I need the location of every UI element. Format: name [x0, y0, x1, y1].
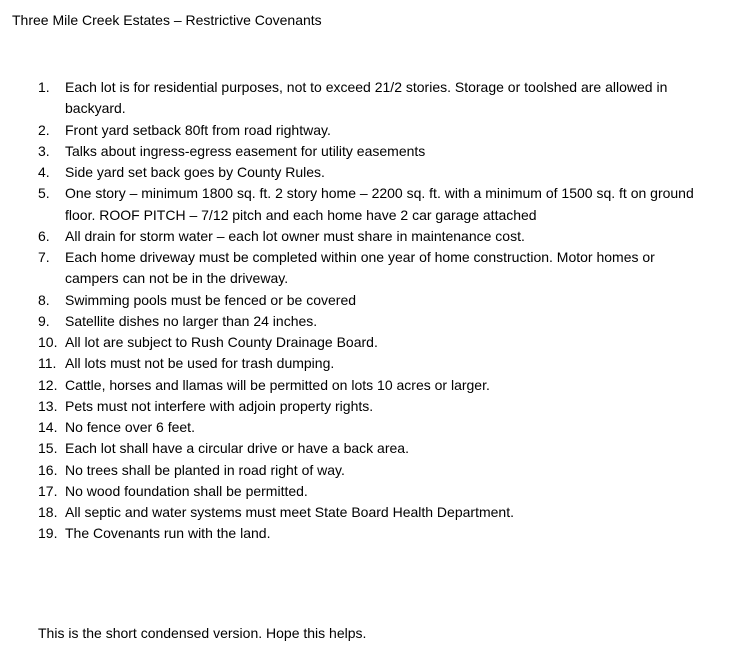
covenant-item [38, 332, 718, 353]
covenant-text: Each lot shall have a circular drive or have a back area. [65, 440, 409, 457]
covenant-number: 10. [38, 334, 58, 350]
covenant-item [38, 460, 718, 481]
covenant-number: 14. [38, 419, 58, 435]
covenant-number: 7. [38, 249, 50, 265]
covenant-item [38, 120, 718, 141]
covenant-item [38, 523, 718, 544]
covenant-text: All drain for storm water – each lot owner must share in maintenance cost. [65, 227, 525, 244]
covenant-item [38, 417, 718, 438]
covenant-item [38, 226, 718, 247]
covenant-item [38, 141, 718, 162]
covenant-text: Front yard setback 80ft from road rightway. [65, 121, 331, 138]
covenant-text: Each lot is for residential purposes, not to exceed 21/2 stories. Storage or toolshed are allowed in backyard. [65, 79, 668, 117]
covenant-text: The Covenants run with the land. [65, 525, 271, 542]
covenant-item [38, 183, 718, 226]
covenant-item [38, 290, 718, 311]
covenant-number: 6. [38, 227, 50, 244]
covenant-item [38, 311, 718, 332]
covenant-text: No wood foundation shall be permitted. [65, 482, 308, 499]
covenant-text: Side yard set back goes by County Rules. [65, 164, 325, 180]
covenant-item [38, 77, 718, 120]
covenant-text: Talks about ingress-egress easement for utility easements [65, 142, 426, 159]
covenant-text: Pets must not interfere with adjoin property rights. [65, 397, 374, 414]
covenant-text: All septic and water systems must meet State Board Health Department. [65, 504, 514, 520]
closing-note: This is the short condensed version. Hope this helps. [38, 625, 367, 641]
covenant-item [38, 162, 718, 183]
covenant-number: 1. [38, 79, 50, 95]
document-title: Three Mile Creek Estates – Restrictive Covenants [12, 12, 322, 28]
covenant-number: 5. [38, 185, 50, 202]
covenant-text: One story – minimum 1800 sq. ft. 2 story home – 2200 sq. ft. with a minimum of 1500 sq. ft on ground floor. ROOF PITCH – 7/12 pitch and each home have 2 car garage attached [65, 185, 694, 223]
covenant-list [38, 77, 718, 545]
covenant-item [38, 247, 718, 290]
covenant-item [38, 502, 718, 523]
covenant-text: Cattle, horses and llamas will be permitted on lots 10 acres or larger. [65, 376, 490, 393]
covenant-text: Swimming pools must be fenced or be covered [65, 291, 357, 308]
covenant-number: 19. [38, 525, 58, 542]
covenant-number: 18. [38, 504, 58, 520]
covenant-number: 15. [38, 440, 58, 457]
covenant-number: 11. [38, 355, 57, 372]
covenant-number: 4. [38, 164, 50, 180]
covenant-number: 2. [38, 121, 50, 138]
covenant-text: Each home driveway must be completed within one year of home construction. Motor homes or campers can not be in the driveway. [65, 249, 655, 287]
covenant-text: All lots must not be used for trash dumping. [65, 355, 335, 372]
covenant-item [38, 396, 718, 417]
covenant-number: 3. [38, 142, 50, 159]
covenant-number: 9. [38, 312, 50, 329]
covenant-text: Satellite dishes no larger than 24 inches. [65, 312, 318, 329]
covenant-item [38, 375, 718, 396]
covenant-item [38, 481, 718, 502]
covenant-number: 12. [38, 376, 58, 393]
covenant-text: No fence over 6 feet. [65, 419, 195, 435]
covenant-number: 16. [38, 461, 58, 478]
covenant-number: 8. [38, 291, 50, 308]
covenant-text: No trees shall be planted in road right of way. [65, 461, 345, 478]
covenant-item [38, 438, 718, 459]
covenant-item [38, 353, 718, 374]
covenant-number: 17. [38, 482, 58, 499]
covenant-number: 13. [38, 397, 58, 414]
covenant-text: All lot are subject to Rush County Drainage Board. [65, 334, 378, 350]
